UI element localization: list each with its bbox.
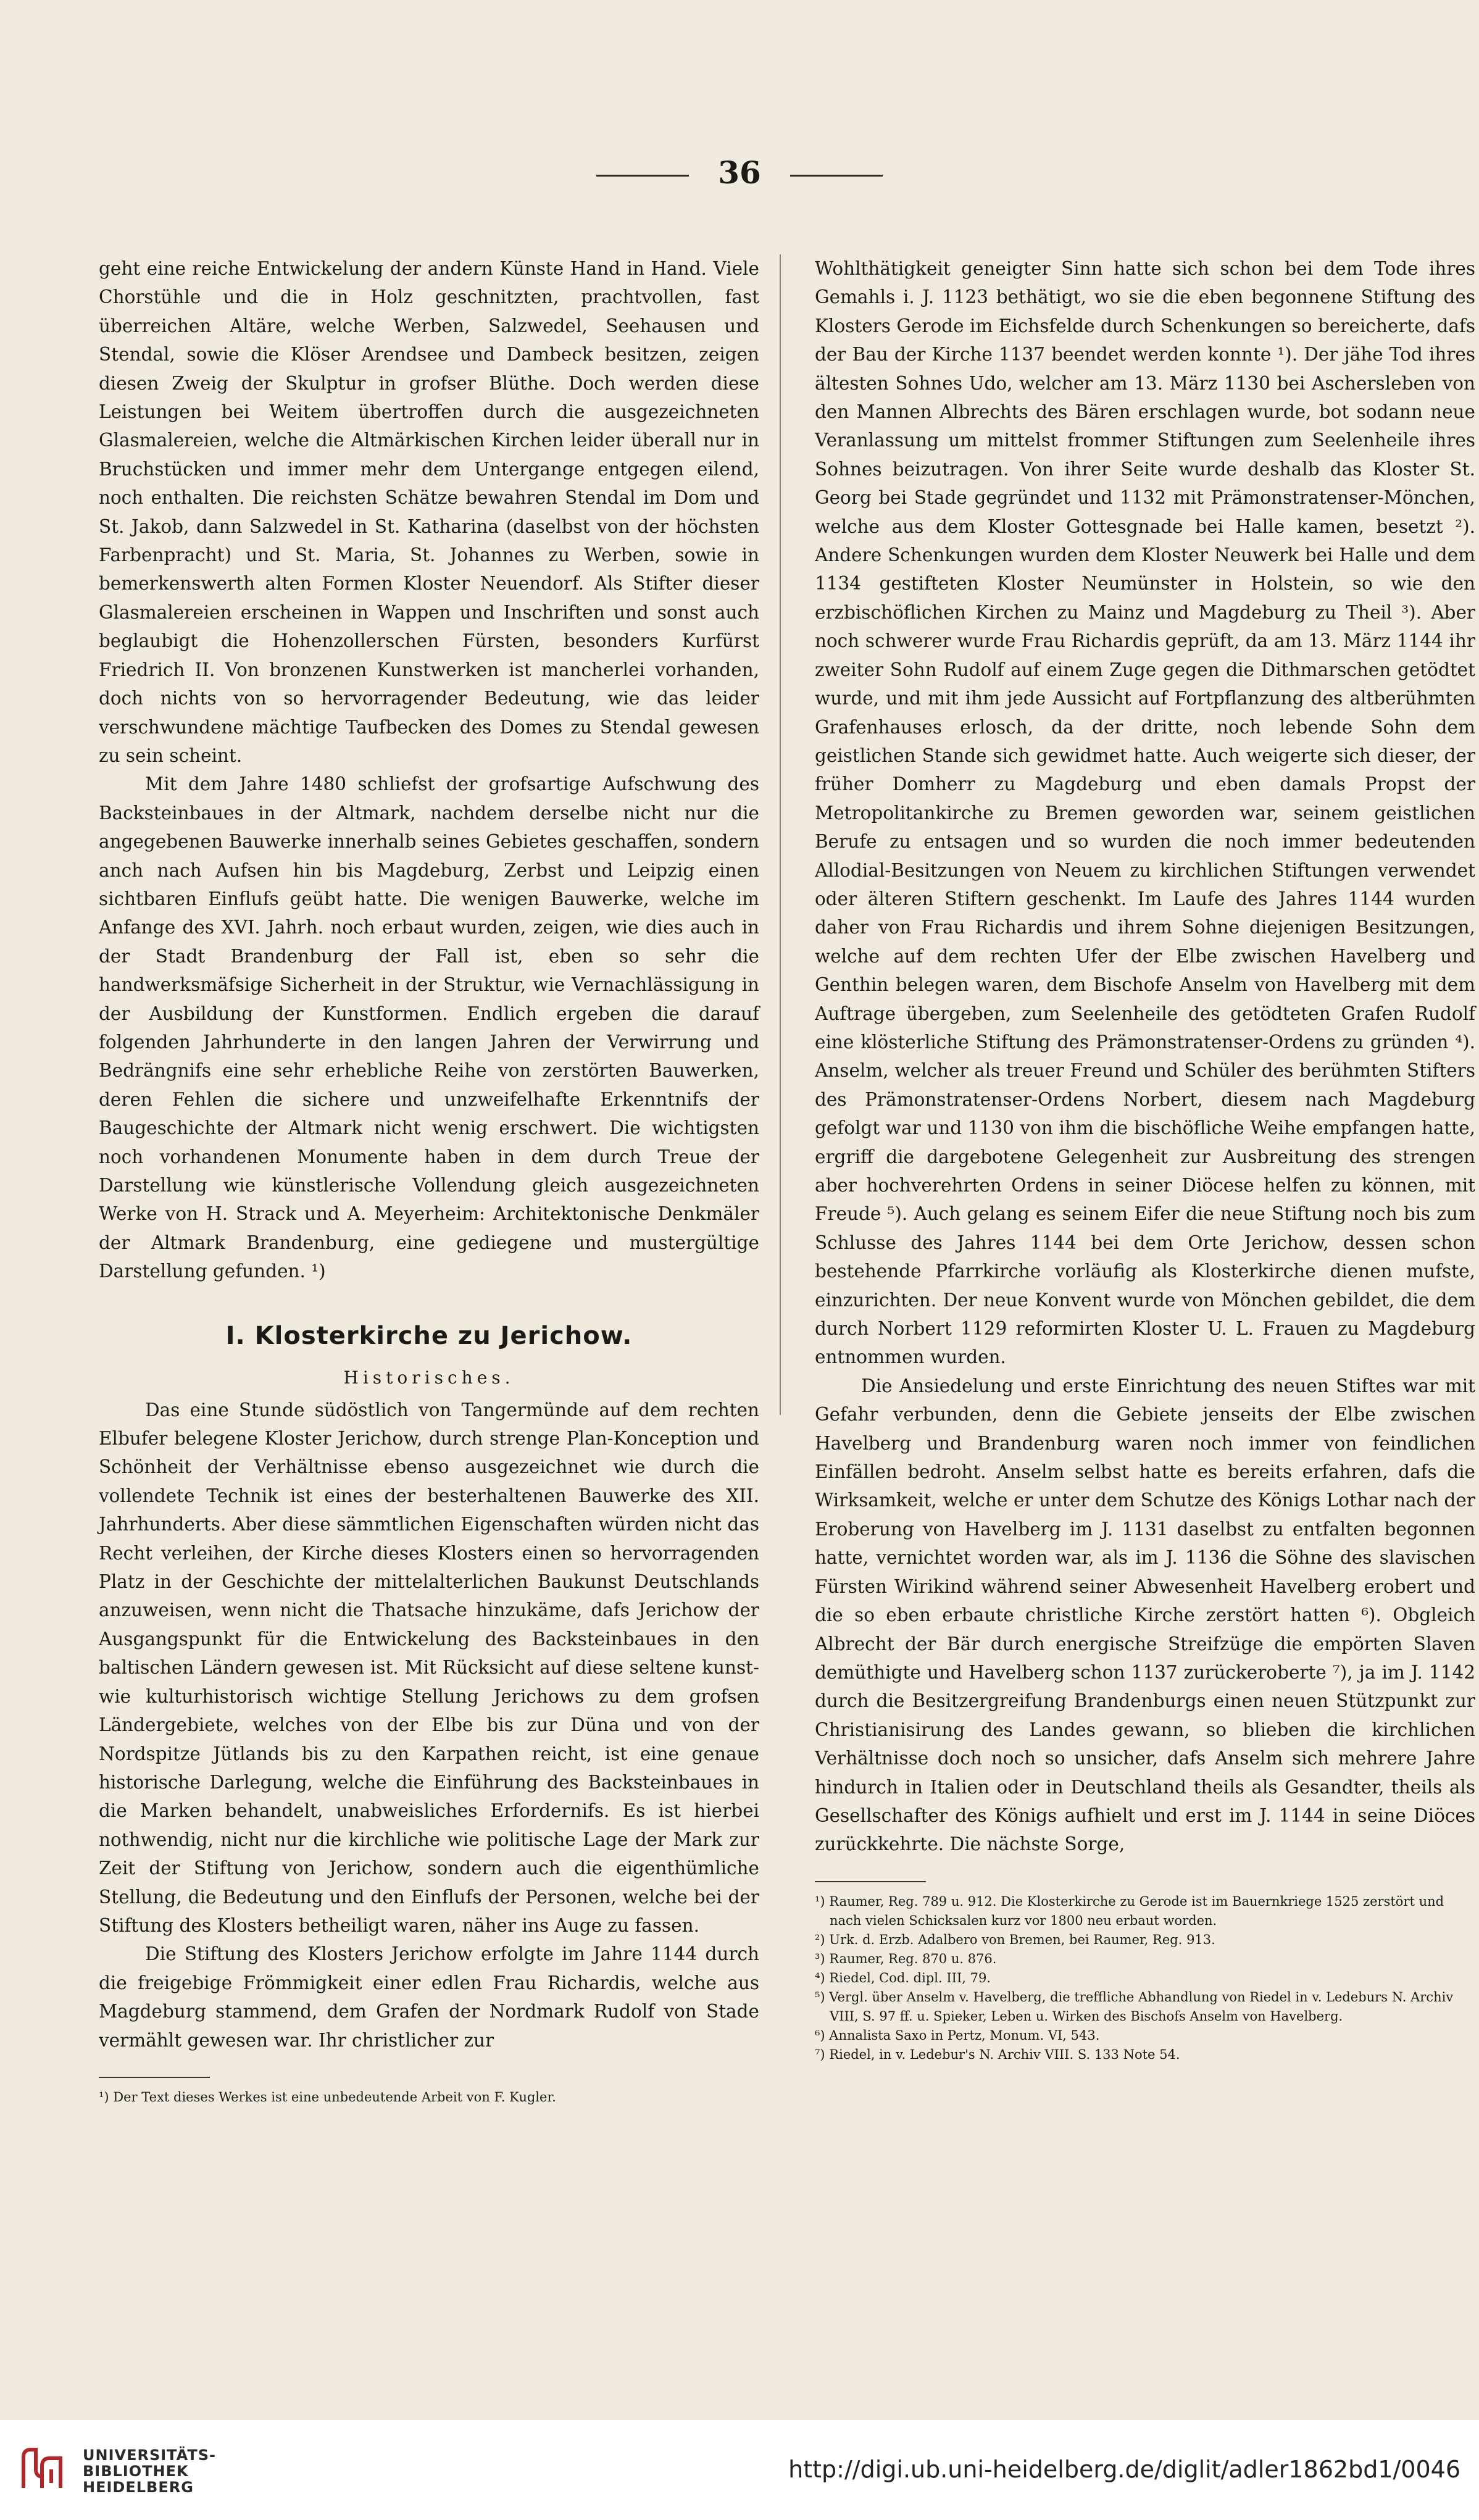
footnote: ¹) Der Text dieses Werkes ist eine unbedeutende Arbeit von F. Kugler. bbox=[99, 2089, 556, 2105]
permalink-url[interactable]: http://digi.ub.uni-heidelberg.de/diglit/adler1862bd1/0046 bbox=[788, 2456, 1460, 2483]
viewer-footer bbox=[0, 2420, 1479, 2520]
column-divider bbox=[780, 254, 781, 1415]
page-number-header bbox=[0, 154, 1479, 191]
left-paragraph-1: geht eine reiche Entwickelung der andern Künste Hand in Hand. Viele Chorstühle und die in Holz geschnitzten, prachtvollen, fast überreichen Altäre, welche Werben, Salzwedel, Seehausen und Stendal, sowie die Klöser Arendsee und Dambeck besitzen, zeigen diesen Zweig der Skulptur in grofser Blüthe. Doch werden diese Leistungen bei Weitem übertroffen durch die ausgezeichneten Glasmalereien, welche die Altmärkischen Kirchen leider überall nur in Bruchstücken und immer mehr dem Untergange entgegen eilend, noch enthalten. Die reichsten Schätze bewahren Stendal im Dom und St. Jakob, dann Salzwedel in St. Katharina (daselbst von der höchsten Farbenpracht) und St. Maria, St. Johannes zu Werben, sowie in bemerkenswerth alten Formen Kloster Neuendorf. Als Stifter dieser Glasmalereien erscheinen in Wappen und Inschriften und sonst auch beglaubigt die Hohenzollerschen Fürsten, besonders Kurfürst Friedrich II. Von bronzenen Kunstwerken ist mancherlei vorhanden, doch nichts von so hervorragender Bedeutung, wie das leider verschwundene mächtige Taufbecken des Domes zu Stendal gewesen zu sein scheint. bbox=[99, 258, 759, 766]
right-footnotes bbox=[815, 1892, 1475, 2064]
left-section-paragraph-2: Die Stiftung des Klosters Jerichow erfolgte im Jahre 1144 durch die freigebige Frömmigkeit einer edlen Frau Richardis, welche aus Magdeburg stammend, dem Grafen der Nordmark Rudolf von Stade vermählt gewesen war. Ihr christlicher zur bbox=[99, 1943, 759, 2051]
header-rule-left bbox=[596, 175, 689, 177]
left-footnotes bbox=[99, 2088, 759, 2107]
footnote: ³) Raumer, Reg. 870 u. 876. bbox=[815, 1951, 997, 1966]
footnote: ⁷) Riedel, in v. Ledebur's N. Archiv VIII. S. 133 Note 54. bbox=[815, 2046, 1180, 2062]
heidelberg-ub-logo-icon bbox=[17, 2445, 67, 2494]
footnote: ²) Urk. d. Erzb. Adalbero von Bremen, bei Raumer, Reg. 913. bbox=[815, 1932, 1215, 1947]
right-paragraph-1: Wohlthätigkeit geneigter Sinn hatte sich schon bei dem Tode ihres Gemahls i. J. 1123 bethätigt, wo sie die eben begonnene Stiftung des Klosters Gerode im Eichsfelde durch Schenkungen so bereicherte, dafs der Bau der Kirche 1137 beendet werden konnte ¹). Der jähe Tod ihres ältesten Sohnes Udo, welcher am 13. März 1130 bei Aschersleben von den Mannen Albrechts des Bären erschlagen wurde, bot sodann neue Veranlassung um mittelst frommer Stiftungen zum Seelenheile ihres Sohnes beizutragen. Von ihrer Seite wurde deshalb das Kloster St. Georg bei Stade gegründet und 1132 mit Prämonstratenser-Mönchen, welche aus dem Kloster Gottesgnade bei Halle kamen, besetzt ²). Andere Schenkungen wurden dem Kloster Neuwerk bei Halle und dem 1134 gestifteten Kloster Neumünster in Holstein, so wie den erzbischöflichen Kirchen zu Mainz und Magdeburg zu Theil ³). Aber noch schwerer wurde Frau Richardis geprüft, da am 13. März 1144 ihr zweiter Sohn Rudolf auf einem Zuge gegen die Dithmarschen getödtet wurde, und mit ihm jede Aussicht auf Fortpflanzung des altberühmten Grafenhauses erlosch, da der dritte, noch lebende Sohn dem geistlichen Stande sich gewidmet hatte. Auch weigerte sich dieser, der früher Domherr zu Magdeburg und eben damals Propst der Metropolitankirche zu Bremen geworden war, seinem geistlichen Berufe zu entsagen und so wurden die noch immer bedeutenden Allodial-Besitzungen von Neuem zu kirchlichen Stiftungen verwendet oder älteren Stiftern geschenkt. Im Laufe des Jahres 1144 wurden daher von Frau Richardis und ihrem Sohne diejenigen Besitzungen, welche auf dem rechten Ufer der Elbe zwischen Havelberg und Genthin belegen waren, dem Bischofe Anselm von Havelberg mit dem Auftrage übergeben, zum Seelenheile des getödteten Grafen Rudolf eine klösterliche Stiftung des Prämonstratenser-Ordens zu gründen ⁴). Anselm, welcher als treuer Freund und Schüler des berühmten Stifters des Prämonstratenser-Ordens Norbert, diesem nach Magdeburg gefolgt war und 1130 von ihm die bischöfliche Weihe empfangen hatte, ergriff die dargebotene Gelegenheit zur Ausbreitung des strengen aber hochverehrten Ordens in seiner Diöcese helfen zu können, mit Freude ⁵). Auch gelang es seinem Eifer die neue Stiftung noch bis zum Schlusse des Jahres 1144 bei dem Orte Jerichow, dessen schon bestehende Pfarrkirche vorläufig als Klosterkirche dienen mufste, einzurichten. Der neue Konvent wurde von Mönchen gebildet, die dem durch Norbert 1129 reformirten Kloster U. L. Frauen zu Magdeburg entnommen wurden. bbox=[815, 258, 1475, 1368]
footnote: ⁶) Annalista Saxo in Pertz, Monum. VI, 543. bbox=[815, 2027, 1100, 2043]
library-name-line: HEIDELBERG bbox=[83, 2479, 194, 2496]
library-name-line: UNIVERSITÄTS- bbox=[83, 2447, 217, 2464]
section-heading: I. Klosterkirche zu Jerichow. bbox=[225, 1321, 633, 1350]
left-footnote-rule bbox=[99, 2077, 210, 2078]
right-paragraph-2: Die Ansiedelung und erste Einrichtung des neuen Stiftes war mit Gefahr verbunden, denn die Gebiete jenseits der Elbe zwischen Havelberg und Brandenburg waren noch immer von feindlichen Einfällen bedroht. Anselm selbst hatte es bereits erfahren, dafs die Wirksamkeit, welche er unter dem Schutze des Königs Lothar nach der Eroberung von Havelberg im J. 1131 daselbst zu entfalten begonnen hatte, vernichtet worden war, als im J. 1136 die Söhne des slavischen Fürsten Wirikind während seiner Abwesenheit Havelberg erobert und die so eben erbaute christliche Kirche zerstört hatten ⁶). Obgleich Albrecht der Bär durch energische Streifzüge die empörten Slaven demüthigte und Havelberg schon 1137 zurückeroberte ⁷), ja im J. 1142 durch die Besitzergreifung Brandenburgs einen neuen Stützpunkt zur Christianisirung des Landes gewann, so blieben die kirchlichen Verhältnisse doch noch so unsicher, dafs Anselm sich mehrere Jahre hindurch in Italien oder in Deutschland theils als Gesandter, theils als Gesellschafter des Königs aufhielt und erst im J. 1144 in seine Diöces zurückkehrte. Die nächste Sorge, bbox=[815, 1375, 1475, 1855]
library-name bbox=[83, 2447, 216, 2495]
header-rule-right bbox=[790, 175, 883, 177]
left-paragraph-2: Mit dem Jahre 1480 schliefst der grofsartige Aufschwung des Backsteinbaues in der Altmark, nachdem derselbe nicht nur die angegebenen Bauwerke innerhalb seines Gebietes geschaffen, sondern anch nach Aufsen hin bis Magdeburg, Zerbst und Leipzig einen sichtbaren Einflufs geübt hatte. Die wenigen Bauwerke, welche im Anfange des XVI. Jahrh. noch erbaut wurden, zeigen, wie dies auch in der Stadt Brandenburg der Fall ist, eben so sehr die handwerksmäfsige Sicherheit in der Struktur, wie Vernachlässigung in der Ausbildung der Kunstformen. Endlich ergeben die darauf folgenden Jahrhunderte in den langen Jahren der Verwirrung und Bedrängnifs eine sehr erhebliche Reihe von zerstörten Bauwerken, deren Fehlen die sichere und unzweifelhafte Erkenntnifs der Baugeschichte der Altmark nicht wenig erschwert. Die wichtigsten noch vorhandenen Monumente haben in dem durch Treue der Darstellung wie künstlerische Vollendung gleich ausgezeichneten Werke von H. Strack und A. Meyerheim: Architektonische Denkmäler der Altmark Brandenburg, eine gediegene und mustergültige Darstellung gefunden. ¹) bbox=[99, 774, 759, 1282]
right-footnote-rule bbox=[815, 1881, 926, 1882]
right-column bbox=[815, 254, 1475, 2064]
section-subheading: Historisches. bbox=[343, 1367, 515, 1388]
footnote: ¹) Raumer, Reg. 789 u. 912. Die Klosterkirche zu Gerode ist im Bauernkriege 1525 zerstört und nach vielen Schicksalen kurz vor 1800 neu erbaut worden. bbox=[815, 1893, 1444, 1928]
footnote: ⁴) Riedel, Cod. dipl. III, 79. bbox=[815, 1970, 991, 1985]
footnote: ⁵) Vergl. über Anselm v. Havelberg, die treffliche Abhandlung von Riedel in v. Ledeburs N. Archiv VIII, S. 97 ff. u. Spieker, Leben u. Wirken des Bischofs Anselm von Havelberg. bbox=[815, 1989, 1454, 2024]
library-name-line: BIBLIOTHEK bbox=[83, 2463, 189, 2480]
left-section-paragraph-1: Das eine Stunde südöstlich von Tangermünde auf dem rechten Elbufer belegene Kloster Jerichow, durch strenge Plan-Konception und Schönheit der Verhältnisse ebenso ausgezeichnet wie durch die vollendete Technik ist eines der besterhaltenen Bauwerke des XII. Jahrhunderts. Aber diese sämmtlichen Eigenschaften würden nicht das Recht verleihen, der Kirche dieses Klosters einen so hervorragenden Platz in der Geschichte der mittelalterlichen Baukunst Deutschlands anzuweisen, wenn nicht die Thatsache hinzukäme, dafs Jerichow der Ausgangspunkt für die Entwickelung des Backsteinbaues in den baltischen Ländern gewesen ist. Mit Rücksicht auf diese seltene kunst- wie kulturhistorisch wichtige Stellung Jerichows zu dem grofsen Ländergebiete, welches von der Elbe bis zur Düna und von der Nordspitze Jütlands bis zu den Karpathen reicht, ist eine genaue historische Darlegung, welche die Einführung des Backsteinbaues in die Marken behandelt, unabweisliches Erfordernifs. Es ist hierbei nothwendig, nicht nur die kirchliche wie politische Lage der Mark zur Zeit der Stiftung von Jerichow, sondern auch die eigenthümliche Stellung, die Bedeutung und den Einflufs der Personen, welche bei der Stiftung des Klosters betheiligt waren, näher ins Auge zu fassen. bbox=[99, 1399, 759, 1936]
left-column bbox=[99, 254, 759, 2107]
page-number: 36 bbox=[718, 154, 761, 191]
